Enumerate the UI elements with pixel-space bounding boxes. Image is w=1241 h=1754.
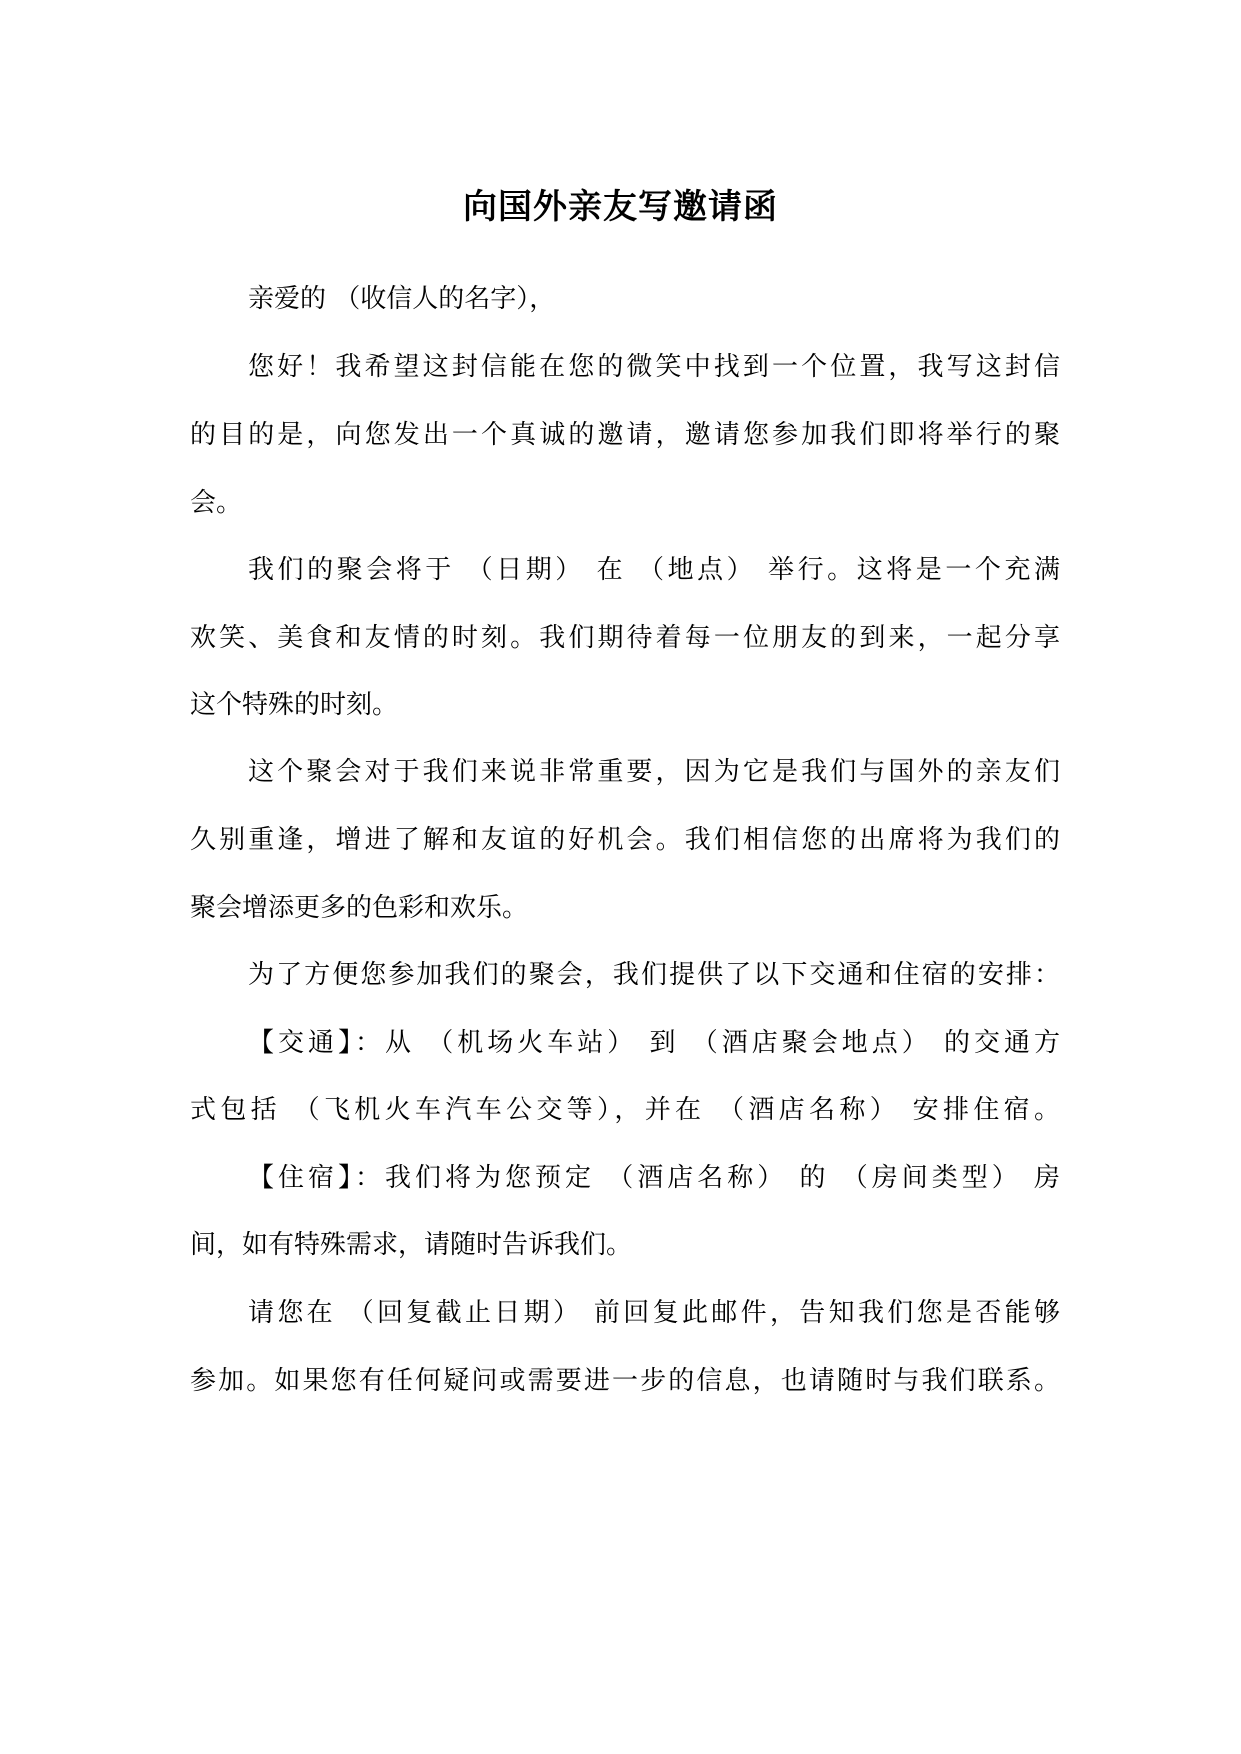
paragraph-line: 久别重逢，增进了解和友谊的好机会。我们相信您的出席将为我们的: [190, 825, 1060, 855]
paragraph-line: 聚会增添更多的色彩和欢乐。: [190, 893, 529, 923]
paragraph-line: 【交通】：从 （机场火车站） 到 （酒店聚会地点） 的交通方: [248, 1028, 1060, 1058]
paragraph-line: 这个聚会对于我们来说非常重要，因为它是我们与国外的亲友们: [248, 757, 1060, 787]
paragraph-line: 这个特殊的时刻。: [190, 690, 399, 720]
document-title: 向国外亲友写邀请函: [463, 187, 778, 227]
paragraph-line: 您好！我希望这封信能在您的微笑中找到一个位置，我写这封信: [248, 352, 1060, 382]
paragraph-line: 间，如有特殊需求，请随时告诉我们。: [190, 1230, 633, 1260]
paragraph-line: 【住宿】：我们将为您预定 （酒店名称） 的 （房间类型） 房: [248, 1163, 1060, 1193]
greeting-line: 亲爱的 （收信人的名字），: [248, 284, 556, 314]
paragraph-line: 我们的聚会将于 （日期） 在 （地点） 举行。这将是一个充满: [248, 555, 1060, 585]
paragraph-line: 式包括 （飞机火车汽车公交等），并在 （酒店名称） 安排住宿。: [190, 1095, 1060, 1125]
paragraph-line: 参加。如果您有任何疑问或需要进一步的信息，也请随时与我们联系。: [190, 1366, 1060, 1396]
paragraph-line: 为了方便您参加我们的聚会，我们提供了以下交通和住宿的安排：: [248, 960, 1060, 990]
paragraph-line: 会。: [190, 488, 243, 518]
paragraph-line: 的目的是，向您发出一个真诚的邀请，邀请您参加我们即将举行的聚: [190, 420, 1060, 450]
paragraph-line: 欢笑、美食和友情的时刻。我们期待着每一位朋友的到来，一起分享: [190, 623, 1060, 653]
paragraph-line: 请您在 （回复截止日期） 前回复此邮件，告知我们您是否能够: [248, 1298, 1060, 1328]
